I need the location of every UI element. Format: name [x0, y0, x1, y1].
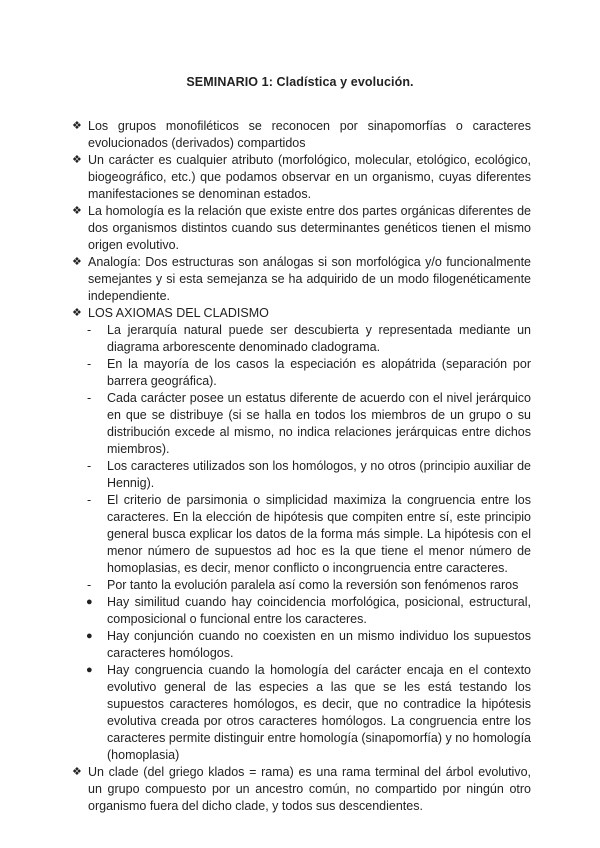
diamond-bullet-icon: ❖	[72, 256, 82, 268]
list-item	[73, 764, 531, 815]
axiom-item	[73, 356, 531, 390]
bullet-list	[73, 118, 531, 815]
diamond-bullet-icon: ❖	[72, 307, 82, 319]
list-item	[73, 305, 531, 322]
definition-text: Hay conjunción cuando no coexisten en un mismo individuo los supuestos caracteres homólogos.	[107, 629, 531, 660]
axiom-text: El criterio de parsimonia o simplicidad maximiza la congruencia entre los caracteres. En la elección de hipótesis que compiten entre sí, este principio general busca explicar los datos de la forma más simple. La hipótesis con el menor número de supuestos ad hoc es la que tiene el menor número de homoplasias, es decir, menor conflicto o incongruencia entre caracteres.	[107, 493, 531, 575]
list-item-text: Un carácter es cualquier atributo (morfológico, molecular, etológico, ecológico, biogeográfico, etc.) que podamos observar en un organismo, cuyas diferentes manifestaciones se denominan estados.	[88, 153, 531, 201]
axiom-text: Por tanto la evolución paralela así como la reversión son fenómenos raros	[107, 578, 519, 592]
axiom-text: En la mayoría de los casos la especiación es alopátrida (separación por barrera geográfica).	[107, 357, 531, 388]
axiom-item	[73, 458, 531, 492]
diamond-bullet-icon: ❖	[72, 766, 82, 778]
axiom-text: Los caracteres utilizados son los homólogos, y no otros (principio auxiliar de Hennig).	[107, 459, 531, 490]
list-item-text: Los grupos monofiléticos se reconocen por sinapomorfías o caracteres evolucionados (derivados) compartidos	[88, 119, 531, 150]
list-item	[73, 118, 531, 152]
list-item-text: La homología es la relación que existe entre dos partes orgánicas diferentes de dos organismos distintos cuando sus determinantes genéticos tienen el mismo origen evolutivo.	[88, 204, 531, 252]
page-title: SEMINARIO 1: Cladística y evolución.	[186, 75, 414, 89]
axiom-item	[73, 492, 531, 577]
section-heading: LOS AXIOMAS DEL CLADISMO	[88, 306, 269, 320]
dash-bullet-icon: -	[87, 323, 92, 337]
axiom-item	[73, 390, 531, 458]
definition-item	[73, 628, 531, 662]
list-item-text: Analogía: Dos estructuras son análogas si son morfológica y/o funcionalmente semejantes y si esta semejanza se ha adquirido de un modo filogenéticamente independiente.	[88, 255, 531, 303]
dash-bullet-icon: -	[87, 391, 92, 405]
dot-bullet-icon: ●	[86, 596, 93, 608]
definition-text: Hay congruencia cuando la homología del carácter encaja en el contexto evolutivo general de las especies a las que se les está testando los supuestos caracteres homólogos, es decir, que no contradice la hipótesis evolutiva creada por otros caracteres homólogos. La congruencia entre los caracteres permite distinguir entre homología (sinapomorfía) y no homología (homoplasia)	[107, 663, 531, 762]
axiom-item	[73, 577, 531, 594]
dash-bullet-icon: -	[87, 357, 92, 371]
axiom-text: Cada carácter posee un estatus diferente de acuerdo con el nivel jerárquico en que se distribuye (si se halla en todos los miembros de un grupo o su distribución excede al mismo, no indica relaciones jerárquicas entre dichos miembros).	[107, 391, 531, 456]
dash-bullet-icon: -	[87, 578, 92, 592]
list-item	[73, 254, 531, 305]
dash-bullet-icon: -	[87, 459, 92, 473]
dot-bullet-icon: ●	[86, 664, 93, 676]
axiom-text: La jerarquía natural puede ser descubierta y representada mediante un diagrama arborescente denominado cladograma.	[107, 323, 531, 354]
list-item	[73, 152, 531, 203]
dot-bullet-icon: ●	[86, 630, 93, 642]
diamond-bullet-icon: ❖	[72, 154, 82, 166]
definition-text: Hay similitud cuando hay coincidencia morfológica, posicional, estructural, composicional o funcional entre los caracteres.	[107, 595, 531, 626]
diamond-bullet-icon: ❖	[72, 120, 82, 132]
list-item	[73, 203, 531, 254]
diamond-bullet-icon: ❖	[72, 205, 82, 217]
definition-item	[73, 662, 531, 764]
dash-bullet-icon: -	[87, 493, 92, 507]
list-item-text: Un clade (del griego klados = rama) es una rama terminal del árbol evolutivo, un grupo compuesto por un ancestro común, no compartido por ningún otro organismo fuera del dicho clade, y todos sus descendientes.	[88, 765, 531, 813]
axiom-item	[73, 322, 531, 356]
definition-item	[73, 594, 531, 628]
